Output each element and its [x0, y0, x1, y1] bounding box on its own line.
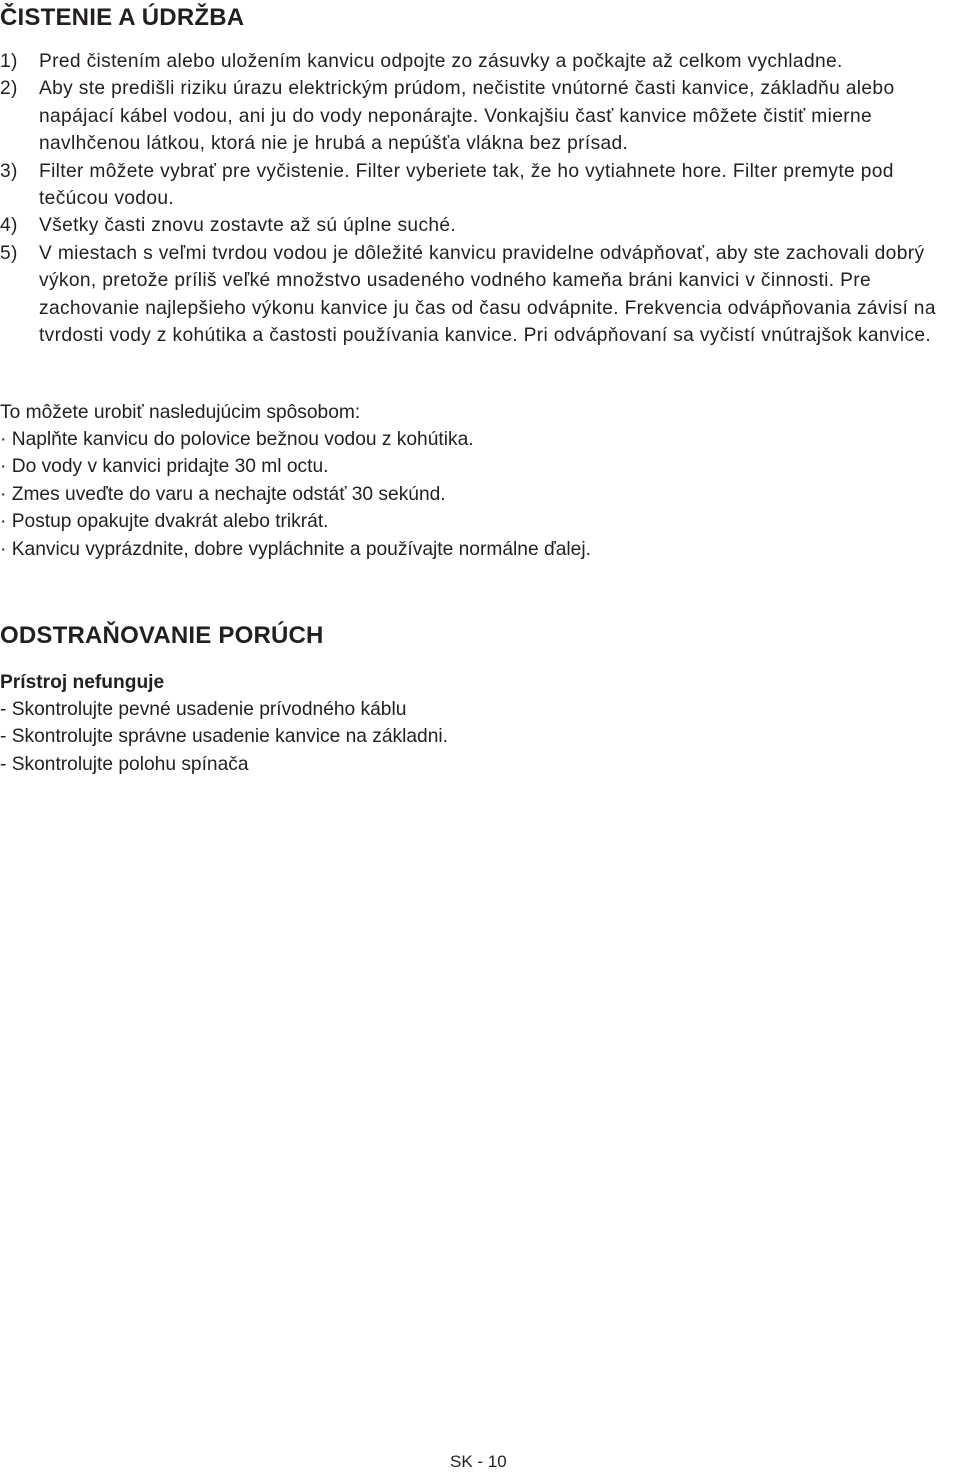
list-item: · Do vody v kanvici pridajte 30 ml octu.	[0, 456, 329, 478]
cleaning-instructions-list	[0, 48, 960, 349]
item-number: 2)	[0, 78, 18, 100]
list-item	[0, 75, 960, 157]
item-text: Aby ste predišli riziku úrazu elektrickým prúdom, nečistite vnútorné časti kanvice, základňu alebo napájací kábel vodou, ani ju do vody neponárajte. Vonkajšiu časť kanvice môžete čistiť mierne navlhčenou látkou, ktorá nie je hrubá a nepúšťa vlákna bez prísad.	[39, 78, 895, 155]
list-item: - Skontrolujte správne usadenie kanvice na základni.	[0, 726, 448, 748]
item-text: Filter môžete vybrať pre vyčistenie. Filter vyberiete tak, že ho vytiahnete hore. Filter premyte pod tečúcou vodou.	[39, 160, 894, 210]
descaling-steps-list	[0, 426, 591, 563]
item-text: Pred čistením alebo uložením kanvicu odpojte zo zásuvky a počkajte až celkom vychladne.	[39, 51, 843, 72]
troubleshooting-section-title: ODSTRAŇOVANIE PORÚCH	[0, 622, 324, 649]
item-number: 1)	[0, 51, 18, 72]
page-number: SK - 10	[450, 1452, 507, 1471]
troubleshooting-subtitle: Prístroj nefunguje	[0, 672, 165, 693]
list-item	[0, 240, 960, 350]
cleaning-section-title: ČISTENIE A ÚDRŽBA	[0, 4, 245, 31]
list-item: - Skontrolujte pevné usadenie prívodného káblu	[0, 699, 407, 720]
descaling-method-intro: To môžete urobiť nasledujúcim spôsobom:	[0, 402, 361, 423]
list-item	[0, 158, 960, 213]
item-number: 4)	[0, 215, 18, 237]
list-item: · Zmes uveďte do varu a nechajte odstáť 30 sekúnd.	[0, 483, 446, 505]
item-text: Všetky časti znovu zostavte až sú úplne suché.	[39, 215, 457, 237]
list-item: · Naplňte kanvicu do polovice bežnou vodou z kohútika.	[0, 429, 474, 450]
list-item	[0, 48, 960, 75]
item-text: V miestach s veľmi tvrdou vodou je dôležité kanvicu pravidelne odvápňovať, aby ste zachovali dobrý výkon, pretože príliš veľké množstvo usadeného vodného kameňa bráni kanvici v činnosti. Pre zachovanie najlepšieho výkonu kanvice ju čas od času odvápnite. Frekvencia odvápňovania závisí na tvrdosti vody z kohútika a častosti používania kanvice. Pri odvápňovaní sa vyčistí vnútrajšok kanvice.	[39, 242, 936, 347]
list-item	[0, 212, 960, 239]
list-item: - Skontrolujte polohu spínača	[0, 753, 249, 775]
item-number: 3)	[0, 160, 18, 182]
list-item: · Postup opakujte dvakrát alebo trikrát.	[0, 511, 329, 533]
troubleshooting-checks-list	[0, 696, 448, 778]
list-item: · Kanvicu vyprázdnite, dobre vypláchnite a používajte normálne ďalej.	[0, 538, 591, 560]
item-number: 5)	[0, 242, 18, 264]
